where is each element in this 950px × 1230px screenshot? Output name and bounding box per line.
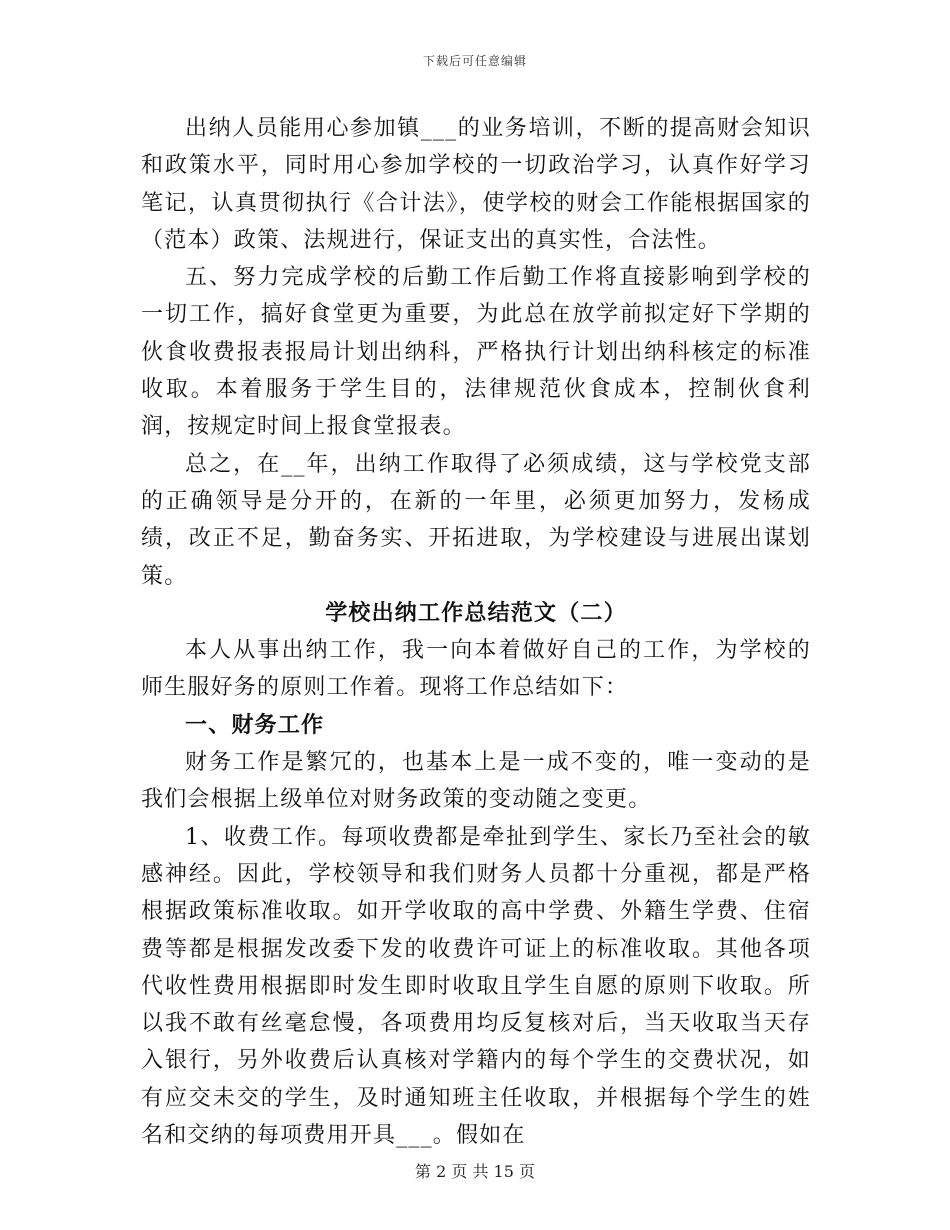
paragraph: 出纳人员能用心参加镇___的业务培训，不断的提高财会知识和政策水平，同时用心参加学校的一切政治学习，认真作好学习笔记，认真贯彻执行《合计法》，使学校的财会工作能根据国家的（范本）政策、法规进行，保证支出的真实性，合法性。 <box>141 116 811 253</box>
section-title: 学校出纳工作总结范文（二） <box>325 599 627 626</box>
paragraph: 总之，在__年，出纳工作取得了必须成绩，这与学校党支部的正确领导是分开的，在新的一年里，必须更加努力，发杨成绩，改正不足，勤奋务实、开拓进取，为学校建设与进展出谋划策。 <box>141 451 811 589</box>
intro-paragraph: 本人从事出纳工作，我一向本着做好自己的工作，为学校的师生服好务的原则工作着。现将工作总结如下： <box>141 638 811 701</box>
subheading: 一、财务工作 <box>185 711 325 738</box>
paragraph: 1、收费工作。每项收费都是牵扯到学生、家长乃至社会的敏感神经。因此，学校领导和我们财务人员都十分重视，都是严格根据政策标准收取。如开学收取的高中学费、外籍生学费、住宿费等都是根据发改委下发的收费许可证上的标准收取。其他各项代收性费用根据即时发生即时收取且学生自愿的原则下收取。所以我不敢有丝毫怠慢，各项费用均反复核对后，当天收取当天存入银行，另外收费后认真核对学籍内的每个学生的交费状况，如有应交未交的学生，及时通知班主任收取，并根据每个学生的姓名和交纳的每项费用开具___。假如在 <box>141 824 811 1149</box>
page-header: 下载后可任意编辑 <box>422 54 527 68</box>
page-number: 第 2 页 共 15 页 <box>415 1162 535 1181</box>
paragraph: 五、努力完成学校的后勤工作后勤工作将直接影响到学校的一切工作，搞好食堂更为重要，为此总在放学前拟定好下学期的伙食收费报表报局计划出纳科，严格执行计划出纳科核定的标准收取。本着服务于学生目的，法律规范伙食成本，控制伙食利润，按规定时间上报食堂报表。 <box>141 265 811 440</box>
paragraph: 财务工作是繁冗的，也基本上是一成不变的，唯一变动的是我们会根据上级单位对财务政策的变动随之变更。 <box>141 750 811 813</box>
document-body <box>141 110 811 1154</box>
